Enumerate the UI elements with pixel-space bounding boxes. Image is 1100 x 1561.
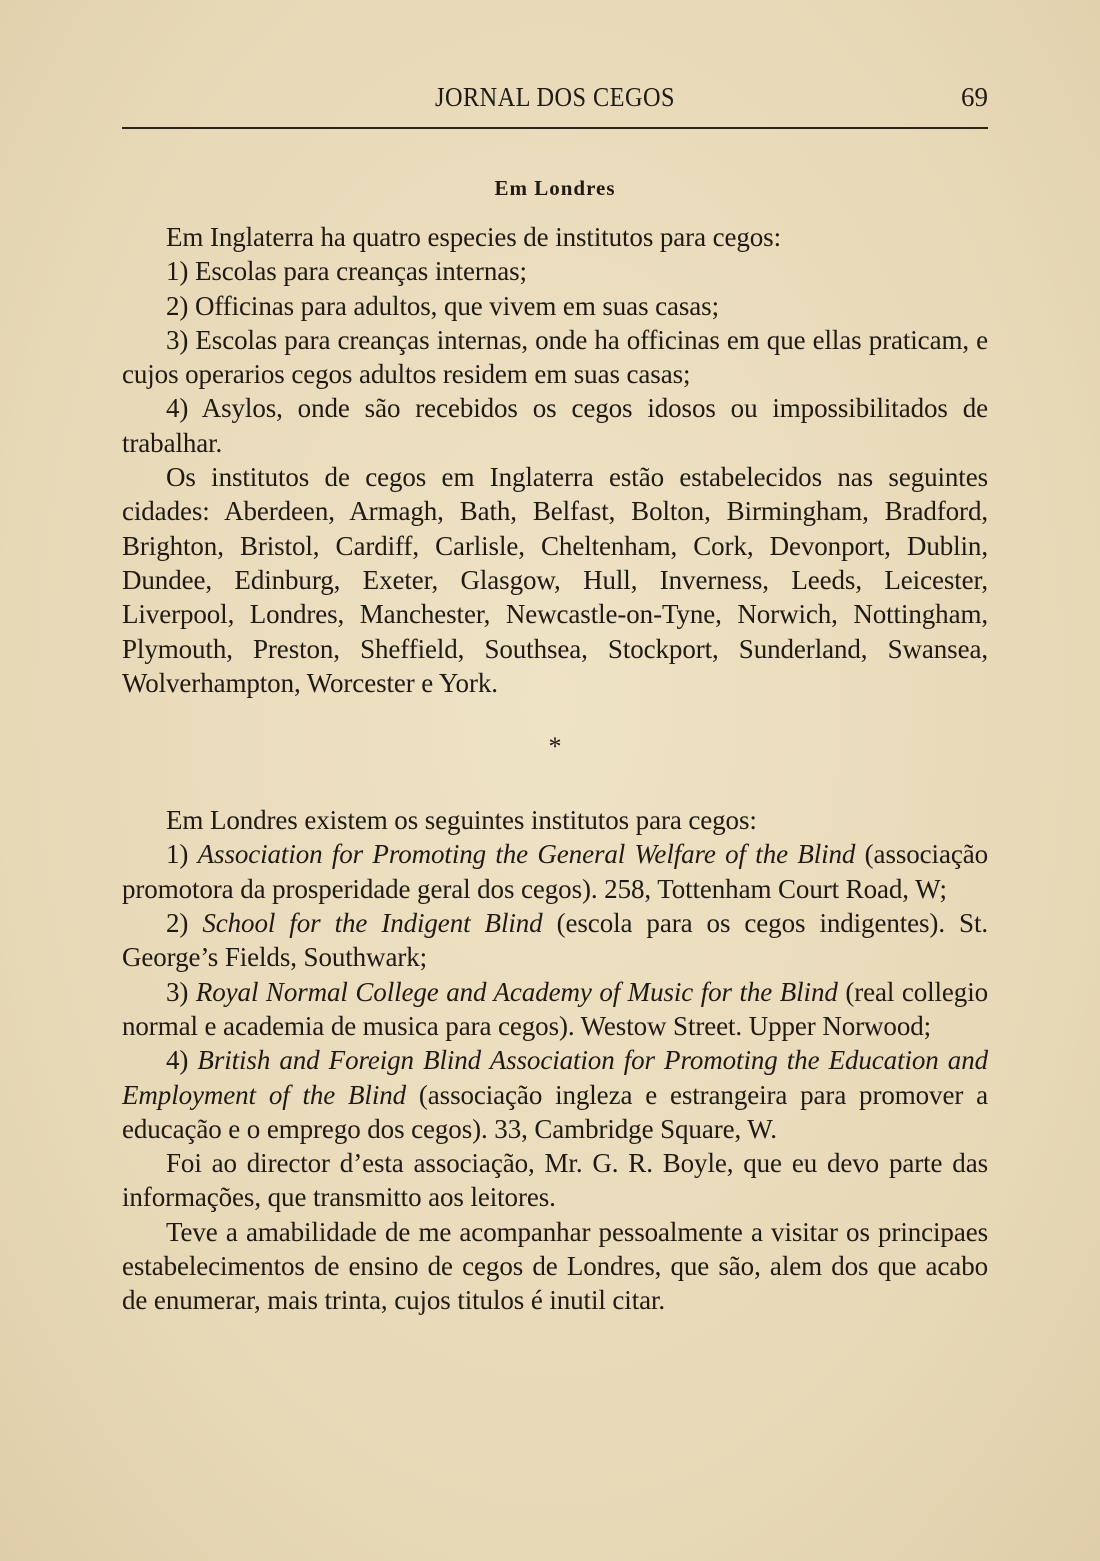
section-title: Em Londres [494, 176, 616, 200]
institute-item [122, 906, 988, 975]
page-header [122, 82, 988, 126]
institute-name: Royal Normal College and Academy of Music for the Blind [195, 976, 838, 1007]
section-separator: * [548, 732, 562, 762]
article-body [122, 174, 988, 1318]
item-number: 2) [166, 908, 189, 939]
institute-item [122, 837, 988, 906]
institute-name: Association for Promoting the General Welfare of the Blind [197, 839, 856, 870]
institute-name: British and Foreign Blind Association for Promoting the Education and Employment of the Blind [122, 1045, 988, 1110]
paragraph: Em Londres existem os seguintes institutos para cegos: [166, 805, 757, 836]
institute-details: (real collegio normal e academia de musica para cegos). Westow Street. Upper Norwood; [122, 976, 988, 1041]
institute-item [122, 975, 988, 1044]
item-number: 4) [166, 1045, 189, 1076]
paragraph: Foi ao director d’esta associação, Mr. G. R. Boyle, que eu devo parte das informações, que transmitto aos leitores. [122, 1148, 988, 1213]
running-title: JORNAL DOS CEGOS [435, 82, 675, 112]
header-rule [122, 127, 988, 129]
institute-details: (associação ingleza e estrangeira para promover a educação e o emprego dos cegos). 33, Cambridge Square, W. [122, 1079, 988, 1144]
list-item: 3) Escolas para creanças internas, onde ha officinas em que ellas praticam, e cujos operarios cegos adultos residem em suas casas; [122, 324, 988, 390]
institute-name: School for the Indigent Blind [202, 908, 543, 939]
institute-details: (escola para os cegos indigentes). St. George’s Fields, Southwark; [122, 908, 988, 973]
list-item: 2) Officinas para adultos, que vivem em suas casas; [166, 290, 719, 321]
institute-item [122, 1043, 988, 1146]
page-number: 69 [961, 82, 988, 112]
item-number: 1) [166, 839, 189, 870]
paragraph: Em Inglaterra ha quatro especies de institutos para cegos: [166, 222, 781, 252]
institute-details: (associação promotora da prosperidade geral dos cegos). 258, Tottenham Court Road, W; [122, 839, 988, 904]
item-number: 3) [166, 976, 189, 1007]
list-item: 4) Asylos, onde são recebidos os cegos idosos ou impossibilitados de trabalhar. [122, 393, 988, 458]
paragraph: Teve a amabilidade de me acompanhar pessoalmente a visitar os principaes estabelecimentos de ensino de cegos de Londres, que são, alem dos que acabo de enumerar, mais trinta, cujos titulos é inutil citar. [122, 1216, 988, 1316]
paragraph-cities: Os institutos de cegos em Inglaterra estão estabelecidos nas seguintes cidades: Aberdeen, Armagh, Bath, Belfast, Bolton, Birmingham, Bradford, Brighton, Bristol, Cardiff, Carlisle, Cheltenham, Cork, Devonport, Dublin, Dundee, Edinburg, Exeter, Glasgow, Hull, Inverness, Leeds, Leicester, Liverpool, Londres, Manchester, Newcastle-on-Tyne, Norwich, Nottingham, Plymouth, Preston, Sheffield, Southsea, Stockport, Sunderland, Swansea, Wolverhampton, Worcester e York. [122, 462, 988, 698]
list-item: 1) Escolas para creanças internas; [166, 256, 527, 287]
